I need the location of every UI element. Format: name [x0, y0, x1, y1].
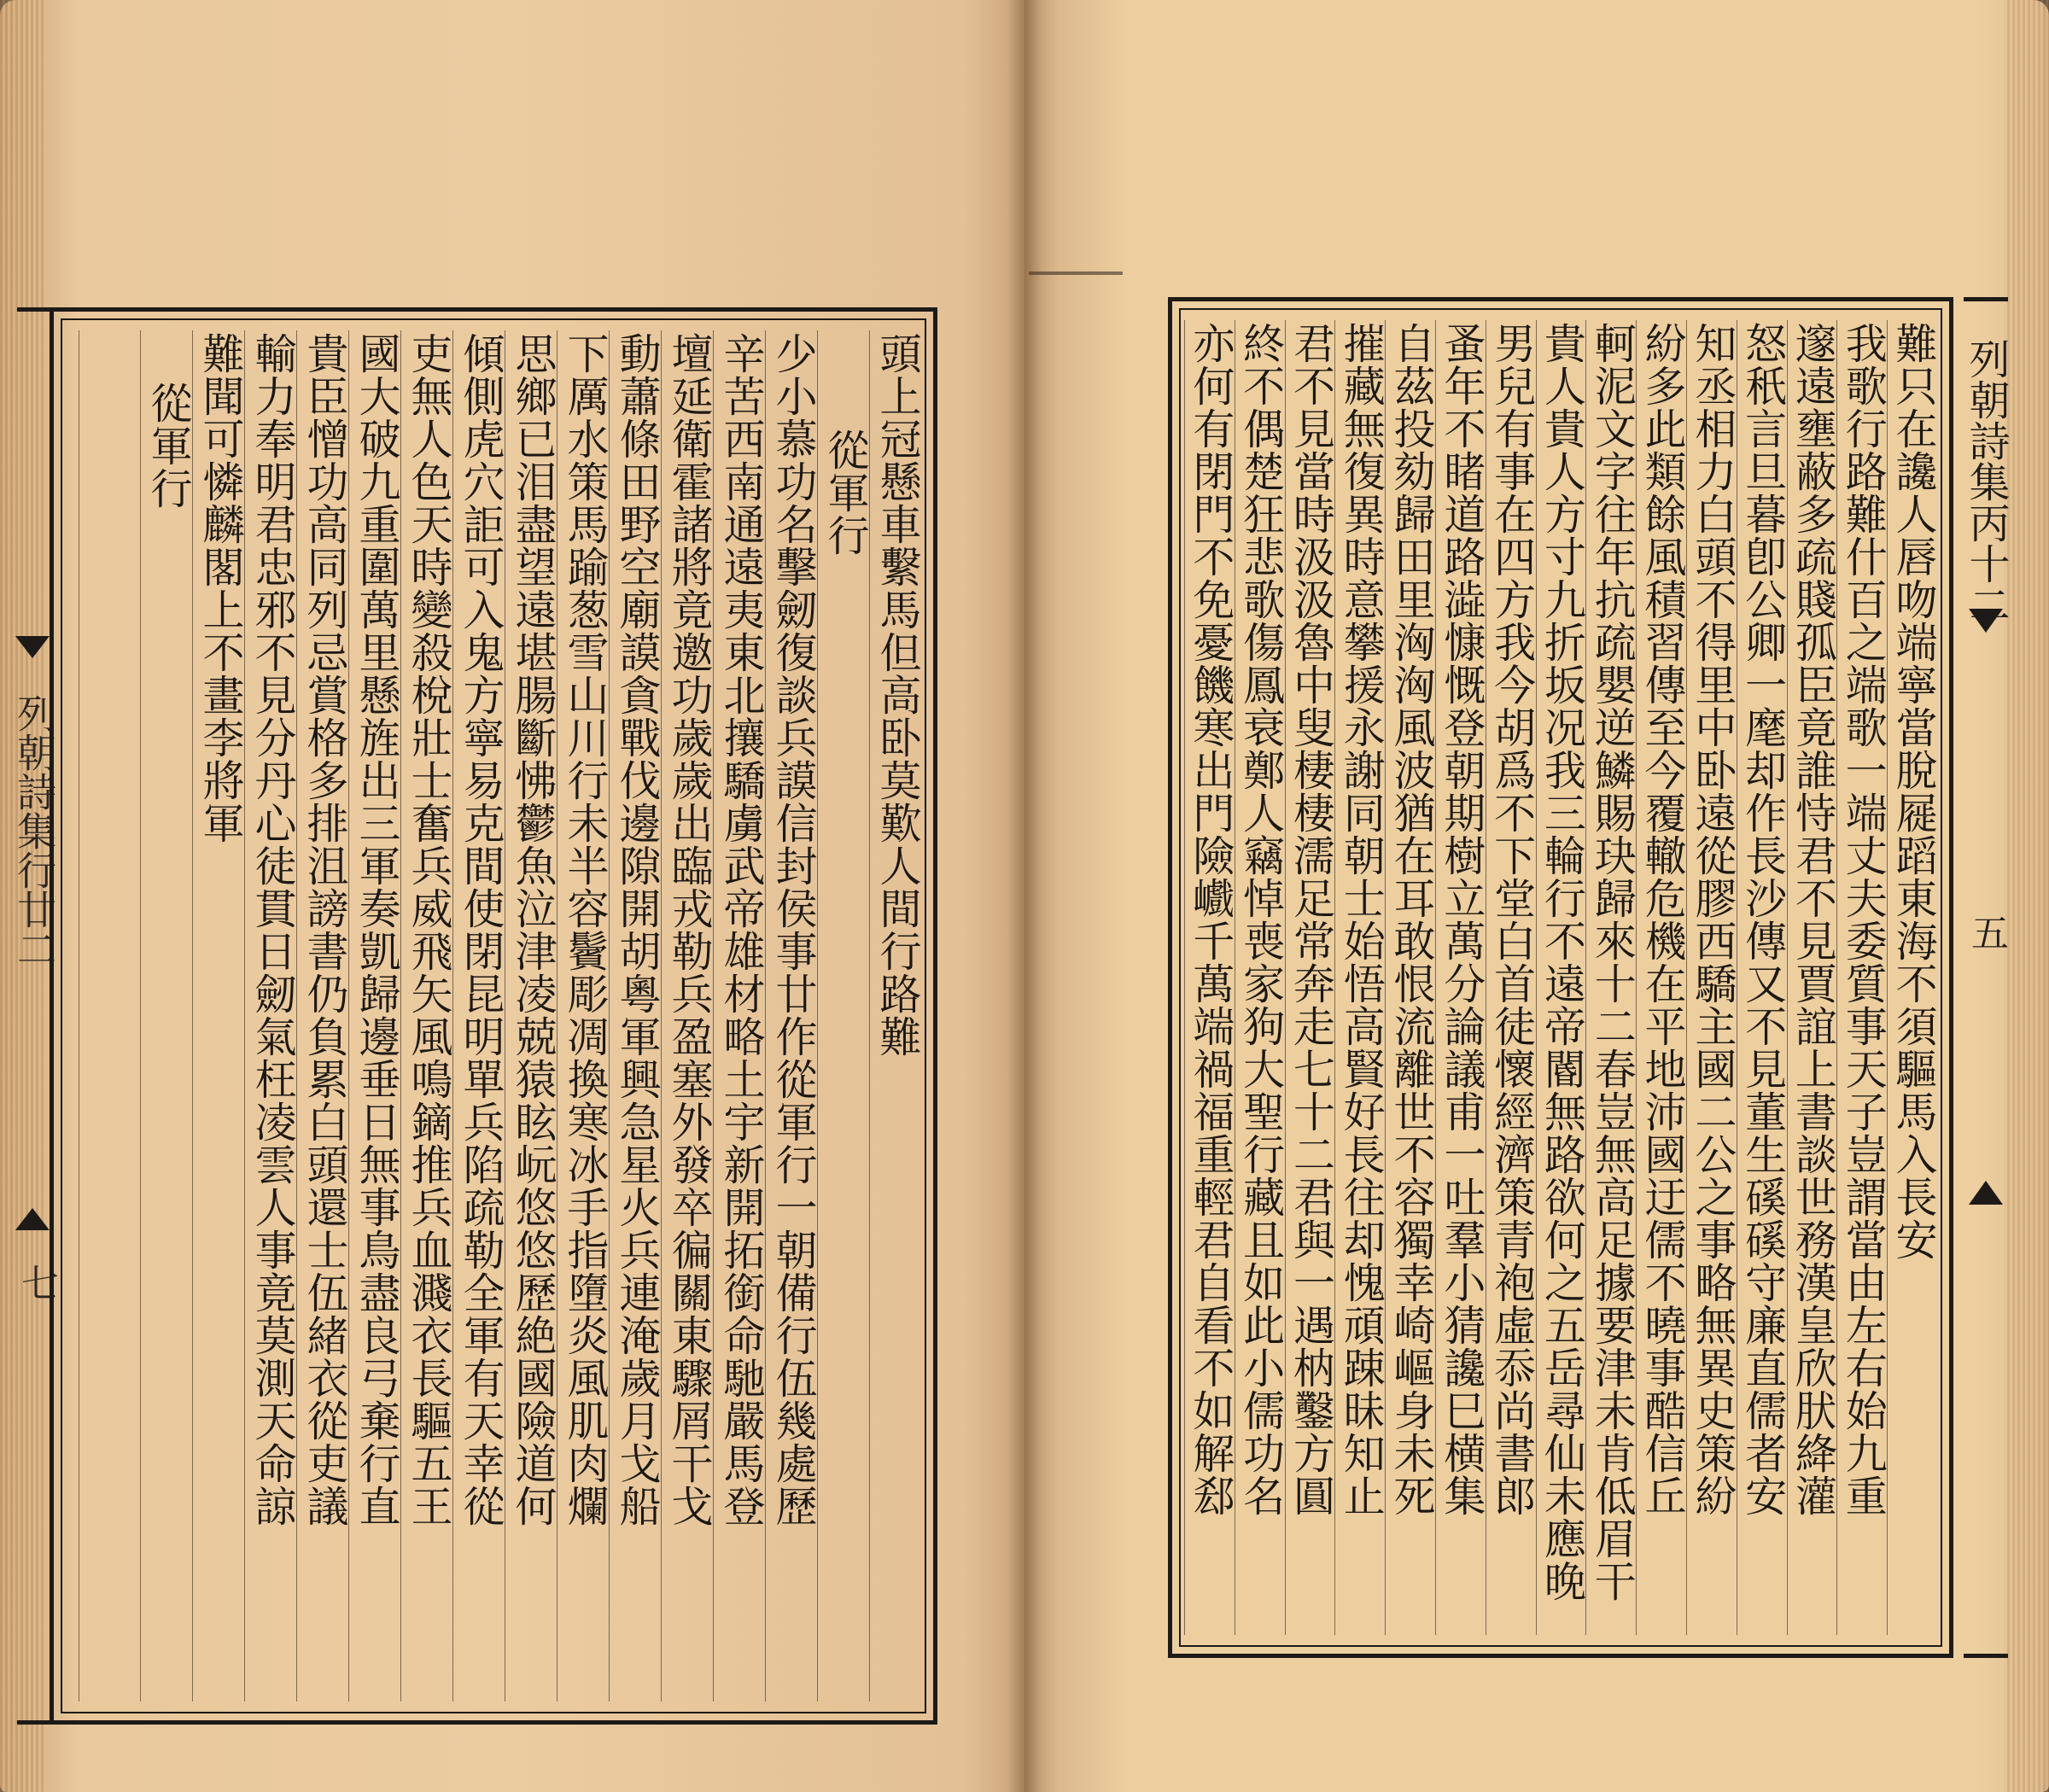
text-column: 下厲水策馬踰葱雪山川行未半容鬢彫凋換寒冰手指墮炎風肌肉爛	[557, 330, 609, 1702]
fish-tail-ornament	[1969, 1181, 2003, 1205]
text-column: 自茲投劾歸田里洶洶風波猶在耳敢恨流離世不容獨幸崎嶇身未死	[1385, 320, 1435, 1635]
text-column: 我歌行路難什百之端歌一端丈夫委質事天子豈謂當由左右始九重	[1836, 320, 1887, 1635]
text-column: 辛苦西南通遠夷東北攘驕虜武帝雄材略土宇新開拓銜命馳嚴馬登	[713, 330, 765, 1702]
text-column: 邃遠壅蔽多疏賤孤臣竟誰恃君不見賈誼上書談世務漢皇欣肰絳灌	[1787, 320, 1837, 1635]
text-column: 難聞可憐麟閣上不畫李將軍	[192, 330, 244, 1702]
text-column: 貴臣憎功高同列忌賞格多排沮謗書仍負累白頭還士伍緒衣從吏議	[296, 330, 348, 1702]
text-column: 知丞相力白頭不得里中卧遠從膠西驕主國二公之事略無異史策紛	[1686, 320, 1737, 1635]
left-text-frame	[50, 307, 937, 1725]
book-gutter	[1007, 0, 1042, 1792]
left-text-columns	[66, 330, 921, 1702]
text-column: 亦何有閉門不免憂饑寒出門險巇千萬端禍福重輕君自看不如解郄	[1184, 320, 1235, 1635]
left-margin-title: 列朝詩集行廿二	[11, 693, 57, 968]
right-text-columns	[1184, 320, 1937, 1635]
text-column: 男兒有事在四方我今胡爲不下堂白首徒懷經濟策青袍虛忝尚書郎	[1486, 320, 1536, 1635]
text-column: 動蕭條田野空廟謨貪戰伐邊隙開胡粵軍興急星火兵連淹歲月戈船	[609, 330, 661, 1702]
text-column: 君不見當時汲汲魯中叟棲棲濡足常奔走七十二君與一遇枘鑿方圓	[1285, 320, 1335, 1635]
text-column: 思鄉已泪盡望遠堪腸斷怫鬱魚泣津凌兢猿眩岏悠悠歷絶國險道何	[505, 330, 557, 1702]
fish-tail-ornament	[15, 1208, 50, 1230]
text-column: 蚤年不睹道路澁慷慨登朝期樹立萬分論議甫一吐羣小猜讒巳横集	[1435, 320, 1486, 1635]
right-margin-title: 列朝詩集丙十二	[1962, 338, 2010, 625]
text-column: 輸力奉明君忠邪不見分丹心徒貫日劒氣枉凌雲人事竟莫測天命諒	[244, 330, 296, 1702]
text-column: 頭上冠懸車繫馬但高卧莫歎人間行路難	[869, 330, 921, 1702]
empty-column	[79, 330, 140, 1702]
text-column: 軻泥文字往年抗疏嬰逆鱗賜玦歸來十二春豈無高足據要津未肯低眉干	[1585, 320, 1636, 1635]
text-column: 紛多此類餘風積習傳至今覆轍危機在平地沛國迂儒不曉事酷信丘	[1636, 320, 1686, 1635]
text-column: 吏無人色天時變殺梲壯士奮兵威飛矢風鳴鏑推兵血濺衣長驅五王	[400, 330, 452, 1702]
text-column: 國大破九重圍萬里懸旌出三軍奏凱歸邊垂日無事鳥盡良弓棄行直	[348, 330, 400, 1702]
left-page-fore-edge	[17, 307, 50, 1725]
right-page-number: 五	[1964, 914, 2008, 951]
text-column: 摧藏無復異時意攀援永謝同朝士始悟高賢好長往却愧頑踈昧知止	[1334, 320, 1385, 1635]
text-column: 難只在讒人唇吻端寧當脫屣蹈東海不須驅馬入長安	[1887, 320, 1937, 1635]
fish-tail-ornament	[15, 636, 50, 658]
text-column: 終不偶楚狂悲歌傷鳳衰鄭人竊悼喪家狗大聖行藏且如此小儒功名	[1235, 320, 1285, 1635]
left-page-number: 七	[15, 1264, 58, 1301]
right-page-edge	[2005, 0, 2049, 1792]
text-column: 傾側虎穴詎可入鬼方寧易克間使閉昆明單兵陷疏勒全軍有天幸從	[452, 330, 505, 1702]
text-column: 壇延衛霍諸將竟邀功歲歲出臨戎勒兵盈塞外發卒徧關東驟屑干戈	[661, 330, 713, 1702]
text-column: 貴人貴人方寸九折坂况我三輪行不遠帝閽無路欲何之五岳尋仙未應晚	[1536, 320, 1586, 1635]
right-text-frame	[1168, 297, 1953, 1658]
text-column: 怒秖言旦暮卽公卿一麾却作長沙傳又不見董生磎磎守廉直儒者安	[1737, 320, 1787, 1635]
ribbon-thread	[1029, 271, 1123, 275]
poem-title: 從軍行	[817, 330, 869, 1702]
poem-title: 從軍行	[140, 330, 192, 1702]
text-column: 少小慕功名擊劒復談兵謨信封侯事廿作從軍行一朝備行伍幾處歷	[765, 330, 817, 1702]
